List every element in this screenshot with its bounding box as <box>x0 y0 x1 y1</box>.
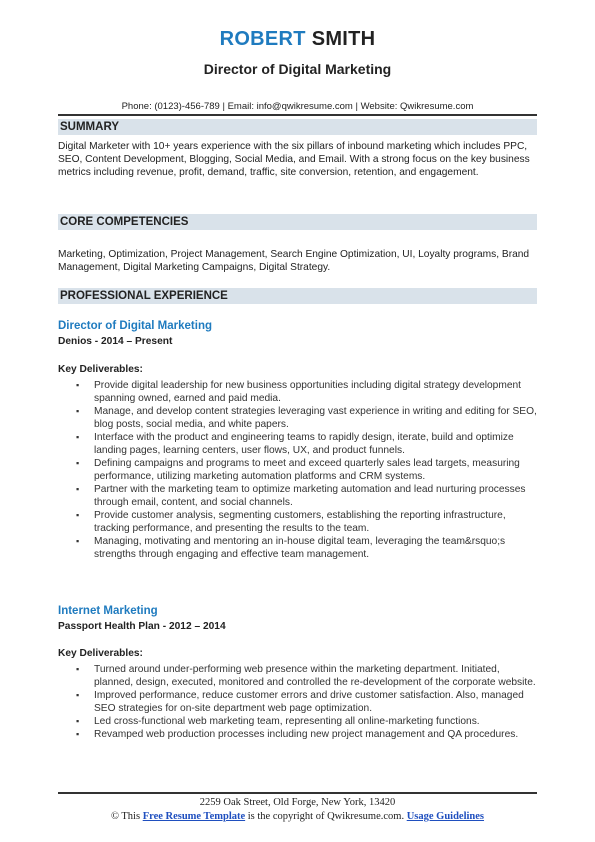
list-item: ▪ Led cross-functional web marketing team, representing all online-marketing functions. <box>94 715 538 728</box>
usage-guidelines-link[interactable]: Usage Guidelines <box>406 811 485 822</box>
list-item: ▪ Partner with the marketing team to optimize marketing automation and lead nurturing processes through email, content, and social channels. <box>94 483 538 509</box>
footer-address: 2259 Oak Street, Old Forge, New York, 13420 <box>199 797 396 808</box>
competencies-text: Marketing, Optimization, Project Management, Search Engine Optimization, UI, Loyalty programs, Brand Management, Digital Marketing Campaigns, Digital Strategy. <box>58 249 530 273</box>
experience-heading: PROFESSIONAL EXPERIENCE <box>58 288 537 304</box>
list-item: ▪ Manage, and develop content strategies leveraging vast experience in writing and editing for SEO, blog posts, social media, and white papers. <box>94 405 538 431</box>
list-item: ▪ Provide digital leadership for new business opportunities including digital strategy development spanning owned, earned and paid media. <box>94 379 538 405</box>
last-name: SMITH <box>311 28 376 50</box>
contact-line: Phone: (0123)-456-789 | Email: info@qwikresume.com | Website: Qwikresume.com <box>121 101 474 112</box>
list-item: ▪ Revamped web production processes including new project management and QA procedures. <box>94 728 538 741</box>
summary-text: Digital Marketer with 10+ years experience with the six pillars of inbound marketing which includes PPC, SEO, Content Development, Blogging, Social Media, and Email. With a strong focus on the key business metrics including revenue, profit, demand, traffic, site conversion, retention, and engagement. <box>58 141 530 178</box>
free-resume-template-link[interactable]: Free Resume Template <box>142 811 246 822</box>
summary-heading: SUMMARY <box>58 119 537 135</box>
list-item: ▪ Turned around under-performing web presence within the marketing department. Initiated, planned, design, executed, monitored and controlled the re-development of the corporate website. <box>94 663 538 689</box>
list-item: ▪ Improved performance, reduce customer errors and drive customer satisfaction. Also, managed SEO strategies for on-site department web page optimization. <box>94 689 538 715</box>
deliverables-label: Key Deliverables: <box>58 648 143 659</box>
deliverables-label: Key Deliverables: <box>58 364 143 375</box>
competencies-heading: CORE COMPETENCIES <box>58 214 537 230</box>
job-bullets <box>58 663 538 741</box>
list-item: ▪ Provide customer analysis, segmenting customers, establishing the reporting infrastructure, tracking performance, and presenting the results to the team. <box>94 509 538 535</box>
header-divider <box>58 114 537 116</box>
first-name: ROBERT <box>219 28 306 50</box>
footer-copyright <box>0 811 595 822</box>
list-item: ▪ Managing, motivating and mentoring an in-house digital team, leveraging the team&rsquo;s strengths through engaging and effective team management. <box>94 535 538 561</box>
footer-divider <box>58 792 537 794</box>
list-item: ▪ Defining campaigns and programs to meet and exceed quarterly sales lead targets, measuring performance, utilizing marketing automation platforms and CRM systems. <box>94 457 538 483</box>
job-bullets <box>58 379 538 561</box>
copyright-prefix: © This <box>110 811 143 822</box>
candidate-name <box>0 28 595 51</box>
copyright-middle: is the copyright of Qwikresume.com. <box>245 811 407 822</box>
job-company: Passport Health Plan - 2012 – 2014 <box>58 621 226 632</box>
job-title: Director of Digital Marketing <box>58 320 212 332</box>
job-company: Denios - 2014 – Present <box>58 336 173 347</box>
job-title: Internet Marketing <box>58 605 158 617</box>
candidate-role: Director of Digital Marketing <box>203 61 392 77</box>
list-item: ▪ Interface with the product and engineering teams to rapidly design, iterate, build and optimize landing pages, learning centers, user flows, UX, and product funnels. <box>94 431 538 457</box>
